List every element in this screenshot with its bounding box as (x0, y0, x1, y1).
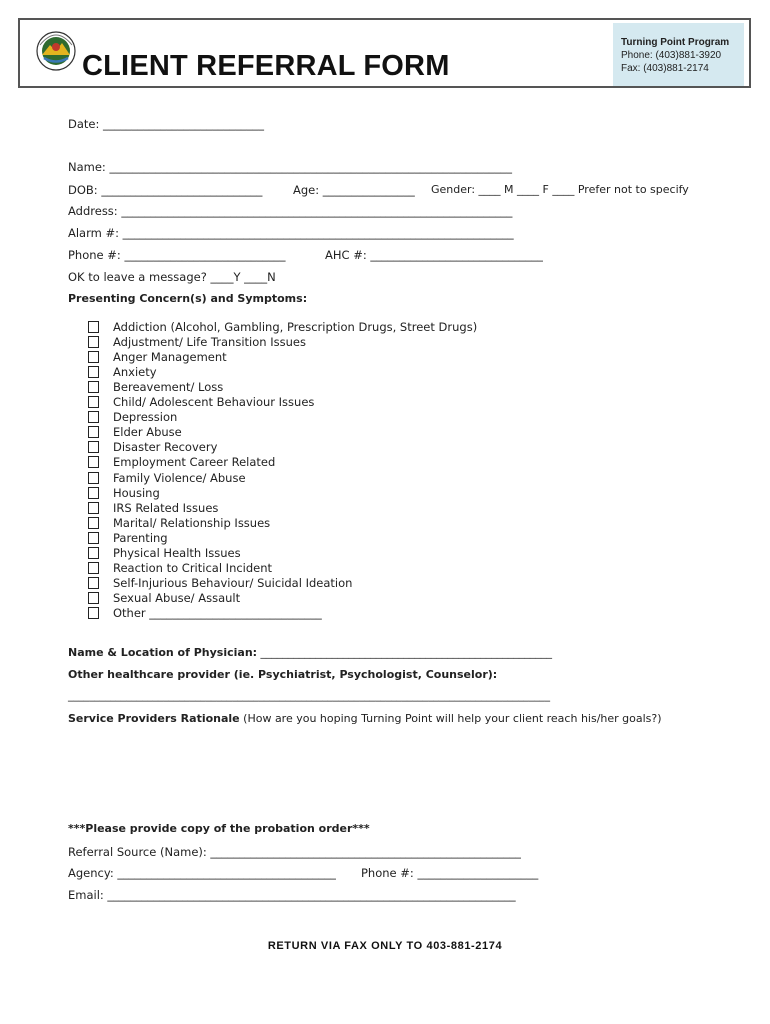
agency-field[interactable]: Agency: ______________________________________ (68, 866, 336, 880)
concern-label: Disaster Recovery (113, 440, 218, 455)
concern-item[interactable] (88, 365, 508, 380)
concern-item[interactable] (88, 350, 508, 365)
concern-item[interactable] (88, 335, 508, 350)
fax-instruction-footer: RETURN VIA FAX ONLY TO 403-881-2174 (267, 940, 503, 952)
concern-label: Anxiety (113, 365, 157, 380)
concern-checkbox[interactable] (88, 336, 99, 348)
concern-label: Self-Injurious Behaviour/ Suicidal Ideation (113, 575, 353, 590)
concern-label: Adjustment/ Life Transition Issues (113, 335, 306, 350)
concern-checkbox[interactable] (88, 532, 99, 544)
concern-item[interactable] (88, 531, 508, 546)
other-provider-field[interactable]: ___________________________________________________________________________________________ (68, 690, 551, 702)
concern-checkbox[interactable] (88, 562, 99, 574)
concern-checkbox[interactable] (88, 321, 99, 333)
concern-item[interactable] (88, 501, 508, 516)
probation-notice: ***Please provide copy of the probation order*** (68, 822, 370, 835)
concern-checkbox[interactable] (88, 487, 99, 499)
program-fax: Fax: (403)881-2174 (621, 63, 709, 74)
concern-item[interactable] (88, 561, 508, 576)
ok-to-leave-message-field[interactable]: OK to leave a message? ____Y ____N (68, 270, 276, 284)
concern-label: Reaction to Critical Incident (113, 560, 273, 575)
age-field[interactable]: Age: ________________ (293, 183, 415, 197)
concern-item[interactable] (88, 606, 508, 621)
concern-checkbox[interactable] (88, 592, 99, 604)
concern-checkbox[interactable] (88, 547, 99, 559)
physician-label: Name & Location of Physician: (68, 646, 258, 659)
concern-checkbox[interactable] (88, 607, 99, 619)
concern-label: Depression (113, 410, 178, 425)
concern-label: Housing (113, 485, 160, 500)
concern-label: Parenting (113, 530, 168, 545)
concern-item[interactable] (88, 425, 508, 440)
concern-label: Child/ Adolescent Behaviour Issues (113, 395, 315, 410)
other-provider-label: Other healthcare provider (ie. Psychiatrist, Psychologist, Counselor): (68, 668, 498, 681)
concern-item[interactable] (88, 546, 508, 561)
referral-source-field[interactable]: Referral Source (Name): ______________________________________________________ (68, 845, 521, 859)
phone-field[interactable]: Phone #: ____________________________ (68, 248, 286, 262)
program-phone: Phone: (403)881-3920 (621, 50, 722, 61)
gender-field[interactable]: Gender: ____ M ____ F ____ Prefer not to specify (431, 183, 689, 196)
name-field[interactable]: Name: ______________________________________________________________________ (68, 160, 512, 174)
email-field[interactable]: Email: _______________________________________________________________________ (68, 888, 516, 902)
concern-item[interactable] (88, 320, 508, 335)
organization-logo-icon (34, 23, 78, 75)
dob-field[interactable]: DOB: ____________________________ (68, 183, 263, 197)
physician-field[interactable] (68, 646, 552, 659)
concern-checkbox[interactable] (88, 456, 99, 468)
concern-label: Other ______________________________ (113, 605, 322, 620)
concern-checkbox[interactable] (88, 577, 99, 589)
page-title: CLIENT REFERRAL FORM (82, 50, 450, 82)
rationale-prompt: (How are you hoping Turning Point will help your client reach his/her goals?) (239, 712, 662, 725)
rationale-answer-area[interactable] (68, 730, 688, 810)
concern-label: Physical Health Issues (113, 545, 241, 560)
concern-item[interactable] (88, 410, 508, 425)
concern-label: Addiction (Alcohol, Gambling, Prescription Drugs, Street Drugs) (113, 320, 478, 334)
concern-label: Bereavement/ Loss (113, 380, 224, 395)
concern-label: Anger Management (113, 350, 227, 365)
concern-item[interactable] (88, 471, 508, 486)
rationale-section (68, 712, 662, 725)
concern-checkbox[interactable] (88, 517, 99, 529)
concern-checkbox[interactable] (88, 502, 99, 514)
concern-checkbox[interactable] (88, 366, 99, 378)
contact-info-box (613, 23, 744, 86)
concern-item[interactable] (88, 486, 508, 501)
alarm-field[interactable]: Alarm #: ____________________________________________________________________ (68, 226, 514, 240)
concern-checkbox[interactable] (88, 381, 99, 393)
program-name: Turning Point Program (621, 37, 730, 48)
concern-checkbox[interactable] (88, 396, 99, 408)
concern-label: IRS Related Issues (113, 500, 219, 515)
address-field[interactable]: Address: ____________________________________________________________________ (68, 204, 513, 218)
concerns-heading: Presenting Concern(s) and Symptoms: (68, 292, 308, 305)
concern-checkbox[interactable] (88, 426, 99, 438)
concern-checkbox[interactable] (88, 441, 99, 453)
concern-checkbox[interactable] (88, 411, 99, 423)
ahc-field[interactable]: AHC #: ______________________________ (325, 248, 543, 262)
concern-item[interactable] (88, 516, 508, 531)
rationale-label: Service Providers Rationale (68, 712, 240, 725)
concern-item[interactable] (88, 455, 508, 470)
concern-label: Sexual Abuse/ Assault (113, 590, 241, 605)
date-field[interactable]: Date: ____________________________ (68, 117, 265, 131)
concern-item[interactable] (88, 576, 508, 591)
agency-phone-field[interactable]: Phone #: _____________________ (361, 866, 539, 880)
concern-checkbox[interactable] (88, 351, 99, 363)
concern-item[interactable] (88, 440, 508, 455)
concern-checkbox[interactable] (88, 472, 99, 484)
concern-label: Employment Career Related (113, 455, 276, 470)
concern-label: Family Violence/ Abuse (113, 470, 246, 485)
concern-label: Marital/ Relationship Issues (113, 515, 271, 530)
concern-item[interactable] (88, 395, 508, 410)
concern-label: Elder Abuse (113, 425, 182, 440)
concern-item[interactable] (88, 591, 508, 606)
concern-item[interactable] (88, 380, 508, 395)
physician-blank[interactable]: _____________________________________________________ (257, 646, 553, 659)
